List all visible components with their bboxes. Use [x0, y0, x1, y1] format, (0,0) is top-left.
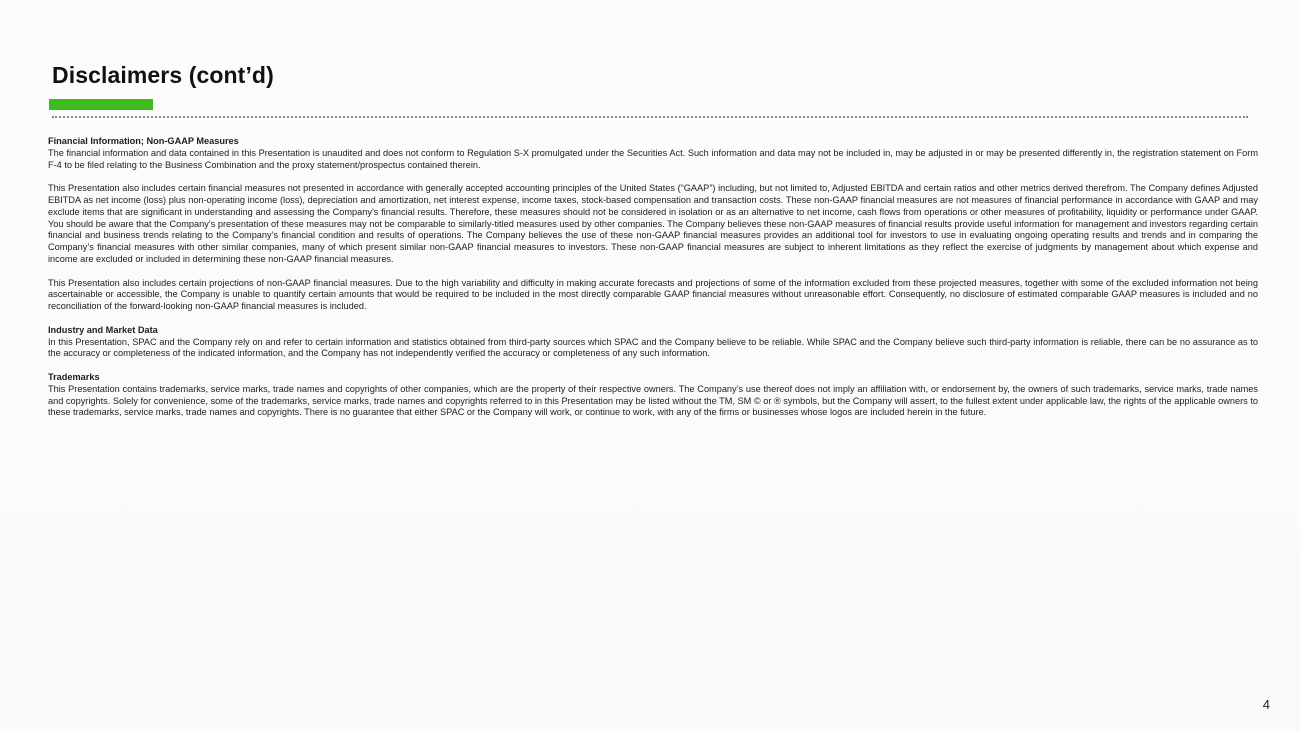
disclaimer-body: [48, 136, 1258, 431]
paragraph: The financial information and data contained in this Presentation is unaudited and does not conform to Regulation S-X promulgated under the Securities Act. Such information and data may not be included in, may be adjusted in or may be presented differently in, the registration statement on Form F-4 to be filed relating to the Business Combination and the proxy statement/prospectus contained therein.: [48, 147, 1258, 170]
paragraph: This Presentation contains trademarks, service marks, trade names and copyrights of other companies, which are the property of their respective owners. The Company’s use thereof does not imply an affiliation with, or endorsement by, the owners of such trademarks, service marks, trade names and copyrights. Solely for convenience, some of the trademarks, service marks, trade names and copyrights referred to in this Presentation may be listed without the TM, SM © or ® symbols, but the Company will assert, to the fullest extent under applicable law, the rights of the applicable owners to these trademarks, service marks, trade names and copyrights. There is no guarantee that either SPAC or the Company will work, or continue to work, with any of the firms or businesses whose logos are included herein in the future.: [48, 383, 1258, 418]
dotted-divider: [52, 116, 1248, 118]
paragraph: In this Presentation, SPAC and the Company rely on and refer to certain information and statistics obtained from third-party sources which SPAC and the Company believe to be reliable. While SPAC and the Company believe such third-party information is reliable, there can be no assurance as to the accuracy or completeness of the indicated information, and the Company has not independently verified the accuracy or completeness of any such information.: [48, 336, 1258, 359]
section-heading: Industry and Market Data: [48, 324, 158, 335]
section-trademarks: [48, 372, 1258, 419]
paragraph: This Presentation also includes certain projections of non-GAAP financial measures. Due to the high variability and difficulty in making accurate forecasts and projections of some of the information excluded from these projected measures, together with some of the excluded information not being ascertainable or accessible, the Company is unable to quantify certain amounts that would be required to be included in the most directly comparable GAAP financial measures without unreasonable effort. Consequently, no disclosure of estimated comparable GAAP measures is included and no reconciliation of the forward-looking non-GAAP financial measures is included.: [48, 277, 1258, 312]
page-title: Disclaimers (cont’d): [52, 62, 274, 88]
section-financial-information: [48, 136, 1258, 313]
section-industry-market-data: [48, 325, 1258, 360]
section-heading: Trademarks: [48, 371, 100, 382]
section-heading: Financial Information; Non-GAAP Measures: [48, 136, 239, 146]
title-accent-bar: [49, 99, 153, 110]
page-number: 4: [1262, 697, 1270, 712]
paragraph: This Presentation also includes certain financial measures not presented in accordance with generally accepted accounting principles of the United States (“GAAP”) including, but not limited to, Adjusted EBITDA and certain ratios and other metrics derived therefrom. The Company defines Adjusted EBITDA as net income (loss) plus non-operating income (loss), depreciation and amortization, net interest expense, income taxes, stock-based compensation and transaction costs. These non-GAAP financial measures are not measures of financial performance in accordance with GAAP and may exclude items that are significant in understanding and assessing the Company’s financial results. Therefore, these measures should not be considered in isolation or as an alternative to net income, cash flows from operations or other measures of profitability, liquidity or performance under GAAP. You should be aware that the Company’s presentation of these measures may not be comparable to similarly-titled measures used by other companies. The Company believes these non-GAAP measures of financial results provide useful information for management and investors regarding certain financial and business trends relating to the Company’s financial condition and results of operations. The Company believes the use of these non-GAAP financial measures provides an additional tool for investors to use in evaluating ongoing operating results and trends and in comparing the Company’s financial measures with other similar companies, many of which present similar non-GAAP financial measures to investors. These non-GAAP financial measures are subject to inherent limitations as they reflect the exercise of judgments by management about which expense and income are excluded or included in determining these non-GAAP financial measures.: [48, 183, 1258, 264]
